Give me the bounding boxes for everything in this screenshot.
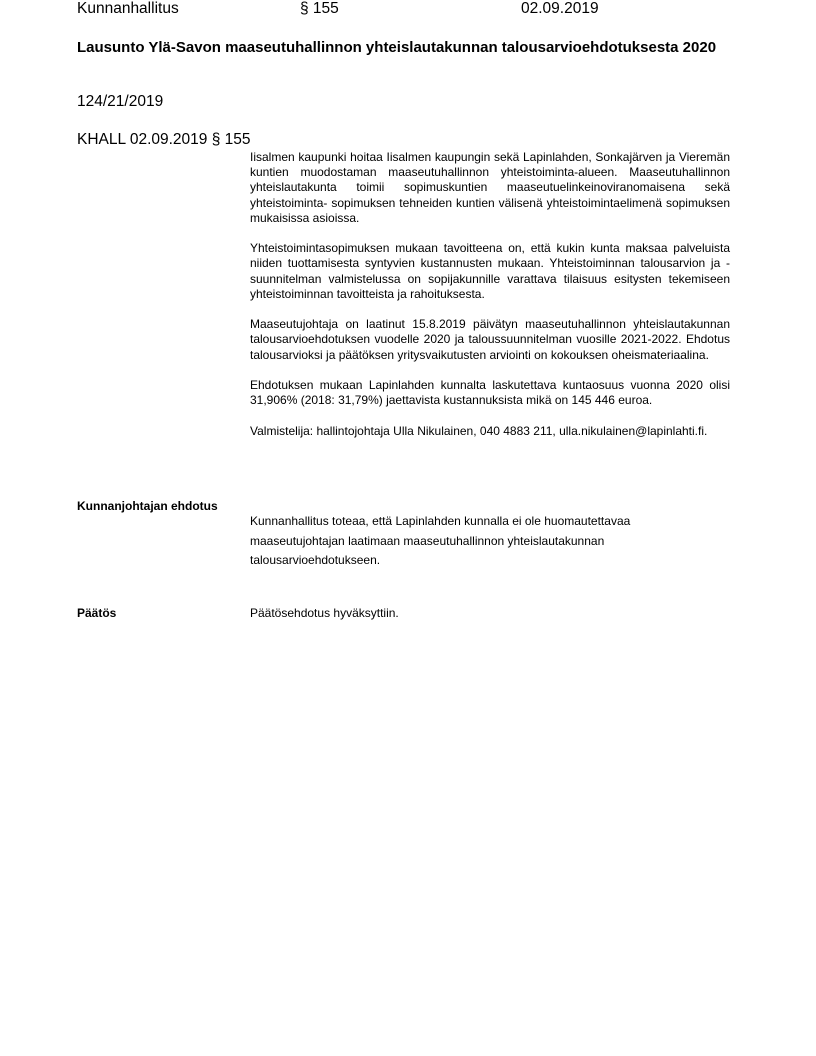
paragraph-budget-proposal: Maaseutujohtaja on laatinut 15.8.2019 päivätyn maaseutuhallinnon yhteislautakunnan talousarvioehdotuksen vuodelle 2020 ja taloussuunnitelman vuosille 2021-2022. Ehdotus talousarvioksi ja päätöksen yritysvaikutusten arviointi on kokouksen oheismateriaalina.: [250, 317, 730, 362]
paragraph-cooperation-area: Iisalmen kaupunki hoitaa Iisalmen kaupungin sekä Lapinlahden, Sonkajärven ja Vieremän kuntien muodostaman maaseutuhallinnon yhteistoiminta-alueen. Maaseutuhallinnon yhteislautakunta toimii sopimuskuntien maaseutuelinkeinoviranomaisena sekä yhteistoiminta- sopimuksen tehneiden kuntien välisenä yhteistoimintaelimenä sopimuksen mukaisissa asioissa.: [250, 150, 730, 225]
meeting-reference: KHALL 02.09.2019 § 155: [77, 131, 251, 148]
header-section: § 155: [300, 0, 339, 17]
header-date: 02.09.2019: [521, 0, 599, 17]
decision-text: Päätösehdotus hyväksyttiin.: [250, 606, 399, 620]
decision-label: Päätös: [77, 606, 117, 620]
proposal-text: Kunnanhallitus toteaa, että Lapinlahden kunnalla ei ole huomautettavaa maaseutujohtajan laatimaan maaseutuhallinnon yhteislautakunnan talousarvioehdotukseen.: [250, 514, 631, 567]
proposal-label: Kunnanjohtajan ehdotus: [77, 499, 218, 513]
paragraph-preparer: Valmistelija: hallintojohtaja Ulla Nikulainen, 040 4883 211, ulla.nikulainen@lapinlahti.fi.: [250, 423, 708, 438]
paragraph-agreement: Yhteistoimintasopimuksen mukaan tavoitteena on, että kukin kunta maksaa palveluista niiden tuottamisesta syntyvien kustannusten mukaan. Yhteistoiminnan talousarvion ja -suunnitelman valmistelussa on sopijakunnille varattava tilaisuus esitysten tekemiseen yhteistoiminnan tavoitteista ja rahoituksesta.: [250, 241, 730, 301]
header-body-name: Kunnanhallitus: [77, 0, 179, 17]
record-number: 124/21/2019: [77, 93, 164, 110]
paragraph-municipal-share: Ehdotuksen mukaan Lapinlahden kunnalta laskutettava kuntaosuus vuonna 2020 olisi 31,906% (2018: 31,79%) jaettavista kustannuksista mikä on 145 446 euroa.: [250, 378, 730, 408]
document-title: Lausunto Ylä-Savon maaseutuhallinnon yhteislautakunnan talousarvioehdotuksesta 2020: [77, 39, 717, 56]
body-text: [250, 150, 730, 454]
